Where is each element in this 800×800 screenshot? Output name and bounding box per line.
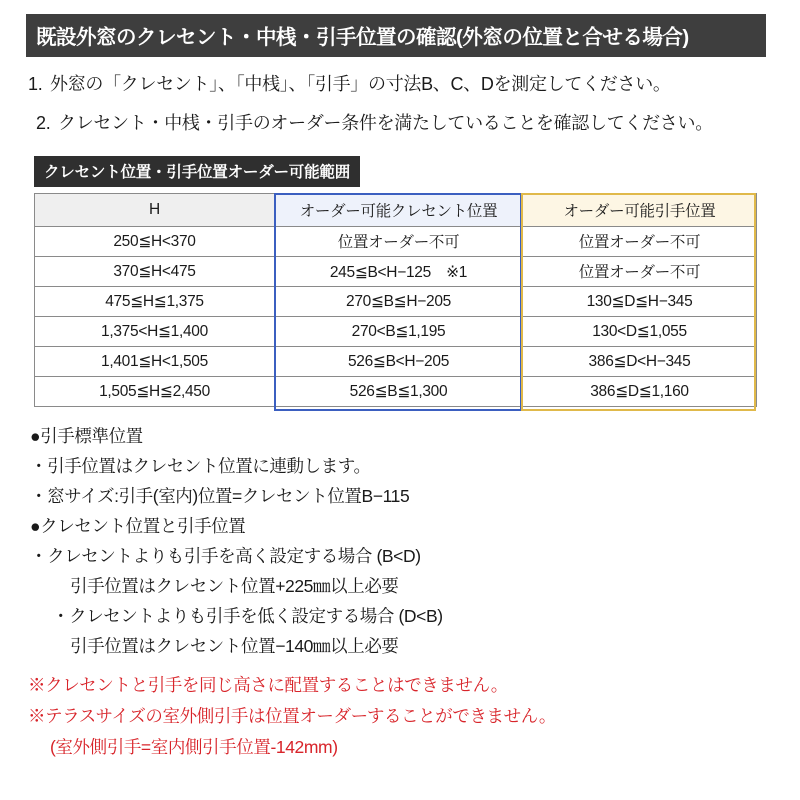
note-line: ・クレセントよりも引手を低く設定する場合 (D<B) [52,606,443,626]
column-header-h: H [35,194,275,227]
cell-h: 250≦H<370 [35,227,275,257]
note-heading: ●クレセント位置と引手位置 [30,516,246,536]
warning-line: ※クレセントと引手を同じ高さに配置することはできません。 [28,675,508,695]
intro-line [28,109,778,135]
cell-handle: 386≦D≦1,160 [523,377,757,407]
intro-text: クレセント・中桟・引手のオーダー条件を満たしていることを確認してください。 [58,113,713,133]
table-row [35,257,757,287]
cell-crescent: 526≦B≦1,300 [275,377,523,407]
cell-handle: 130<D≦1,055 [523,317,757,347]
cell-handle: 130≦D≦H−345 [523,287,757,317]
table-header-row [35,194,757,227]
cell-h: 475≦H≦1,375 [35,287,275,317]
note-line: ・窓サイズ:引手(室内)位置=クレセント位置B−115 [30,486,410,506]
cell-handle: 位置オーダー不可 [523,257,757,287]
table-row [35,347,757,377]
note-line: 引手位置はクレセント位置+225㎜以上必要 [70,576,399,596]
table-row [35,287,757,317]
table-row [35,377,757,407]
note-heading: ●引手標準位置 [30,426,143,446]
note-line: 引手位置はクレセント位置−140㎜以上必要 [70,636,399,656]
page-title: 既設外窓のクレセント・中桟・引手位置の確認(外窓の位置と合せる場合) [26,14,766,57]
cell-crescent: 270≦B≦H−205 [275,287,523,317]
column-header-handle: オーダー可能引手位置 [523,194,757,227]
intro-number: 1. [28,74,43,94]
note-line: ・引手位置はクレセント位置に連動します。 [30,456,371,476]
cell-handle: 386≦D<H−345 [523,347,757,377]
cell-handle: 位置オーダー不可 [523,227,757,257]
table-wrapper [22,193,778,407]
order-range-table [34,193,757,407]
cell-crescent: 245≦B<H−125 ※1 [275,257,523,287]
cell-crescent: 位置オーダー不可 [275,227,523,257]
intro-text: 外窓の「クレセント」、「中桟」、「引手」の寸法B、C、Dを測定してください。 [50,74,671,94]
cell-h: 370≦H<475 [35,257,275,287]
warning-line: ※テラスサイズの室外側引手は位置オーダーすることができません。 [28,706,556,726]
intro-block [28,70,778,135]
table-row [35,317,757,347]
cell-h: 1,401≦H<1,505 [35,347,275,377]
table-row [35,227,757,257]
cell-h: 1,375<H≦1,400 [35,317,275,347]
intro-line [28,70,778,96]
note-line: ・クレセントよりも引手を高く設定する場合 (B<D) [30,546,421,566]
cell-crescent: 270<B≦1,195 [275,317,523,347]
cell-h: 1,505≦H≦2,450 [35,377,275,407]
warning-block [28,672,778,759]
intro-number: 2. [36,113,51,133]
warning-line: (室外側引手=室内側引手位置-142mm) [50,737,338,757]
table-caption: クレセント位置・引手位置オーダー可能範囲 [34,156,360,187]
column-header-crescent: オーダー可能クレセント位置 [275,194,523,227]
cell-crescent: 526≦B<H−205 [275,347,523,377]
notes-block [30,423,778,658]
